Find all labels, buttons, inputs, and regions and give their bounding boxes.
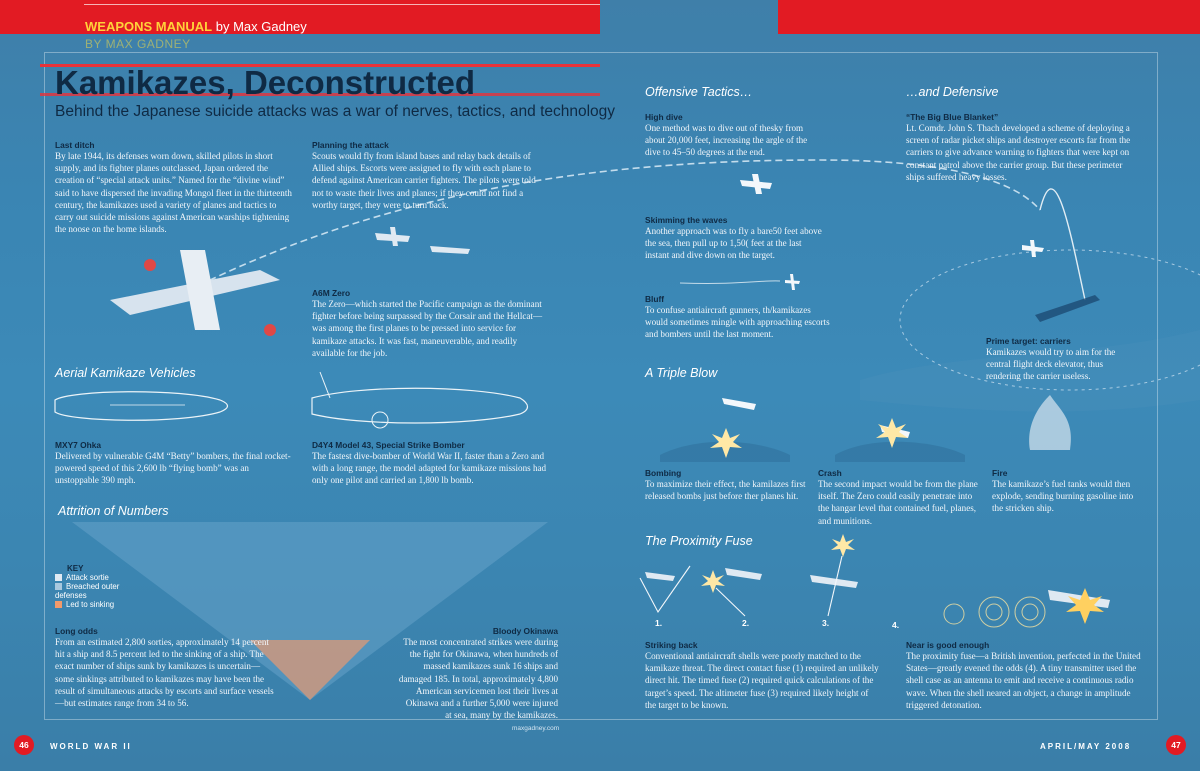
- mxy7-head: MXY7 Ohka: [55, 440, 102, 450]
- footer-right-label: APRIL/MAY 2008: [1040, 742, 1132, 751]
- bombing-body: To maximize their effect, the kamilazes first released bombs just before ther planes hit.: [645, 479, 806, 502]
- shell-trajectories: [640, 556, 842, 616]
- page-title: Kamikazes, Deconstructed: [55, 64, 475, 101]
- key-item-breached: Breached outer defenses: [55, 582, 120, 600]
- plane-icon: [645, 572, 675, 581]
- plane-icon: [740, 174, 772, 194]
- a6m-body: The Zero—which started the Pacific campaign as the dominant fighter before being surpassed by the Corsair and the Hellcat—was among the first planes to be pressed into service for kamikaze attacks. It was fast, maneuverable, and readily available for the job.: [312, 299, 543, 358]
- plane-icon: [722, 398, 756, 410]
- crash-head: Crash: [818, 468, 842, 478]
- d4y4-head: D4Y4 Model 43, Special Strike Bomber: [312, 440, 465, 450]
- explosion-icon: [710, 428, 742, 458]
- striking-back-head: Striking back: [645, 640, 698, 650]
- last-ditch-head: Last ditch: [55, 140, 95, 150]
- plane-icon: [725, 568, 762, 580]
- page-subtitle: Behind the Japanese suicide attacks was a war of nerves, tactics, and technology: [55, 103, 616, 120]
- prime-target-body: Kamikazes would try to aim for the central flight deck elevator, thus rendering the carrier useless.: [986, 347, 1116, 382]
- crash-body: The second impact would be from the plane itself. The Zero could easily penetrate into the hangar level that contained fuel, planes, and munitions.: [818, 479, 978, 526]
- bluff-body: To confuse antiaircraft gunners, th/kamikazes would sometimes mingle with approaching escorts and bombers until the last moment.: [645, 305, 830, 340]
- fire-body: The kamikaze’s fuel tanks would then explode, sending burning gasoline into the stricken ship.: [992, 479, 1134, 514]
- plane-icon: [375, 227, 410, 246]
- kicker-ghost-text: BY MAX GADNEY: [85, 37, 191, 51]
- blanket-head: “The Big Blue Blanket”: [906, 112, 999, 122]
- prime-target-head: Prime target: carriers: [986, 336, 1071, 346]
- bombing-head: Bombing: [645, 468, 682, 478]
- planning-body: Scouts would fly from island bases and relay back details of Allied ships. Escorts were assigned to fly with each plane to defend against American carrier fighters. The pilots were told not to waste their lives and planes; if they could not find a worthy target, they were to turn back.: [312, 151, 536, 210]
- long-odds-head: Long odds: [55, 626, 98, 636]
- planning-head: Planning the attack: [312, 140, 389, 150]
- plane-icon: [1022, 240, 1044, 257]
- aerial-section-title: Aerial Kamikaze Vehicles: [55, 366, 196, 380]
- high-dive-body: One method was to dive out of thesky from about 20,000 feet, increasing the argle of the dive to 45–50 degrees at the end.: [645, 123, 808, 158]
- bluff-head: Bluff: [645, 294, 665, 304]
- footer-left-label: WORLD WAR II: [50, 742, 132, 751]
- proximity-section-title: The Proximity Fuse: [645, 534, 753, 548]
- byline: by Max Gadney: [215, 19, 307, 34]
- skimming-body: Another approach was to fly a bare50 feet above the sea, then pull up to 1,50( feet at the last instant and dive down on the target.: [645, 226, 822, 261]
- striking-back-body: Conventional antiaircraft shells were poorly matched to the kamikaze threat. The direct contact fuse (1) required an unlikely direct hit. The timed fuse (2) required quick calculations of the target’s speed. The altimeter fuse (3) required likely height of the target to be known.: [645, 651, 879, 710]
- near-enough-body: The proximity fuse—a British invention, perfected in the United States—greatly evened the odds (4). A tiny transmitter used the shell case as an antenna to emit and receive a continuous radio wave. When the shell neared an object, a change in amplitude triggered detonation.: [906, 651, 1141, 710]
- explosion-icon: [831, 534, 855, 557]
- d4y4-body: The fastest dive-bomber of World War II, faster than a Zero and with a long range, the model adapted for kamikaze missions had only one pilot and carried an 1,800 lb bomb.: [312, 451, 547, 486]
- near-enough-head: Near is good enough: [906, 640, 990, 650]
- defensive-section-title: …and Defensive: [906, 85, 999, 99]
- plane-icon: [785, 274, 800, 290]
- page-number-right: 47: [1166, 735, 1186, 755]
- section-label: WEAPONS MANUAL: [85, 19, 213, 34]
- fuse-label-1: 1.: [655, 618, 663, 628]
- plane-icon: [430, 246, 470, 254]
- okinawa-body: The most concentrated strikes were during the fight for Okinawa, when hundreds of massed kamikazes sunk 16 ships and damaged 185. In total, approximately 4,800 American servicemen lost their lives at Okinawa and a further 5,000 were injured at sea, many by the kamikazes.: [398, 637, 558, 721]
- fuse-label-2: 2.: [742, 618, 750, 628]
- fuse-label-3: 3.: [822, 618, 830, 628]
- long-odds-body: From an estimated 2,800 sorties, approximately 14 percent hit a ship and 8.5 percent led to the sinking of a ship. The exact number of ships sunk by kamikazes is uncertain—some sinkings attributed to kamikazes may have been the result of simultaneous attacks by escorts and surface vessels—but estimates range from 34 to 56.: [55, 637, 274, 709]
- footer-url[interactable]: maxgadney.com: [512, 725, 560, 732]
- fuse-label-4: 4.: [892, 620, 900, 630]
- page-number-left: 46: [14, 735, 34, 755]
- a6m-head: A6M Zero: [312, 288, 351, 298]
- fire-head: Fire: [992, 468, 1008, 478]
- okinawa-head: Bloody Okinawa: [492, 626, 558, 636]
- key-item-sinking: Led to sinking: [55, 600, 135, 609]
- offensive-section-title: Offensive Tactics…: [645, 85, 753, 99]
- plane-icon: [810, 575, 858, 588]
- triple-blow-section-title: A Triple Blow: [645, 366, 718, 380]
- high-dive-head: High dive: [645, 112, 683, 122]
- blanket-body: Lt. Comdr. John S. Thach developed a scheme of deploying a screen of radar picket ships and destroyer escorts far from the carriers to give advance warning to fighters that were kept on constant patrol above the carrier group. But these perimeter ships suffered heavy losses.: [906, 123, 1131, 182]
- mxy7-body: Delivered by vulnerable G4M “Betty” bombers, the final rocket-powered speed of this 2,600 lb “flying bomb” was an unstoppable 390 mph.: [55, 451, 291, 486]
- key-item-attack: Attack sortie: [55, 573, 135, 582]
- skimming-head: Skimming the waves: [645, 215, 728, 225]
- key-title: KEY: [67, 564, 84, 573]
- explosion-icon: [701, 570, 725, 593]
- attrition-section-title: Attrition of Numbers: [58, 504, 169, 518]
- last-ditch-body: By late 1944, its defenses worn down, skilled pilots in short supply, and its fighter planes outclassed, Japan ordered the creation of “special attack units.” Named for the “divine wind” said to have dispersed the invading Mongol fleet in the thirteenth century, the kamikazes used a variety of planes and tactics to carry out suicide missions against American warships tightening the noose on the home islands.: [55, 151, 292, 235]
